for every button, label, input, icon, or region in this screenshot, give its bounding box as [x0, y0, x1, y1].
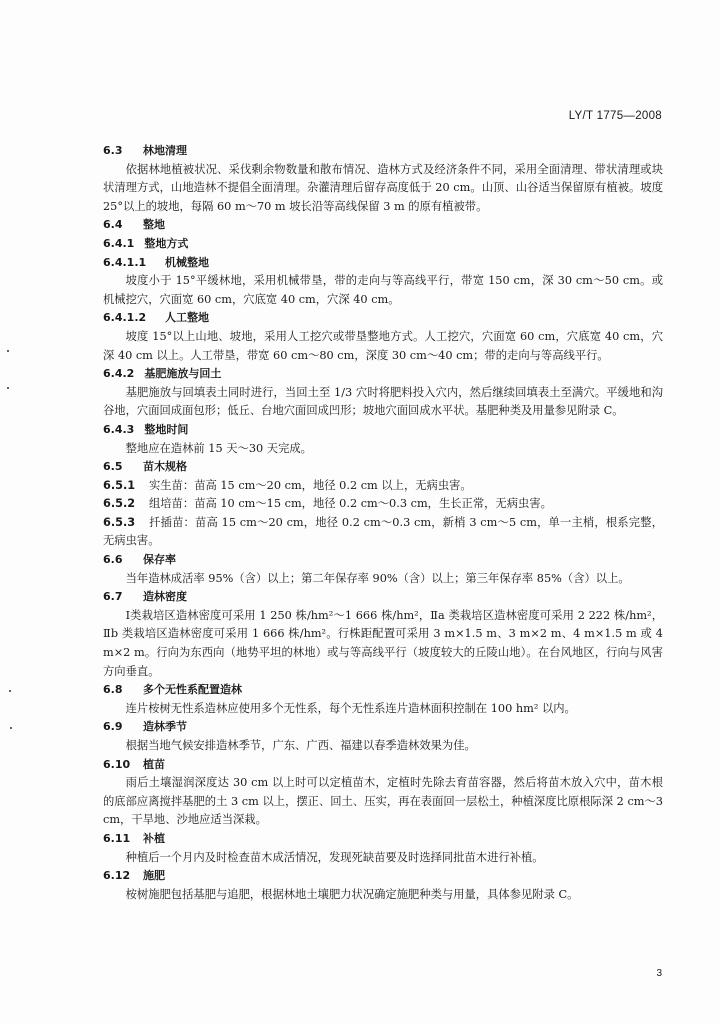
section-title: 人工整地	[165, 311, 209, 325]
clause-number: 6.5.2	[103, 497, 136, 511]
page-number: 3	[656, 968, 662, 979]
document-body	[103, 142, 663, 904]
scan-speck	[7, 350, 9, 352]
section-number: 6.4.2	[103, 367, 135, 381]
section-title: 补植	[143, 831, 165, 845]
clause-number: 6.5.1	[103, 478, 136, 492]
clause	[103, 477, 663, 496]
section-number: 6.6	[103, 553, 123, 567]
section-number: 6.3	[103, 144, 123, 157]
section-title: 施肥	[143, 869, 165, 883]
paragraph: 整地应在造林前 15 天～30 天完成。	[125, 441, 312, 455]
section-title: 整地	[143, 218, 165, 232]
paragraph: 连片桉树无性系造林应使用多个无性系，每个无性系连片造林面积控制在 100 hm² 以内。	[125, 701, 576, 715]
scan-speck	[7, 387, 9, 389]
scan-speck	[10, 727, 12, 729]
section-heading	[103, 756, 663, 775]
paragraph: 根据当地气候安排造林季节，广东、广西、福建以春季造林效果为佳。	[125, 739, 476, 752]
section-number: 6.4.1.2	[103, 311, 147, 325]
section-number: 6.9	[103, 720, 123, 734]
section-number: 6.12	[103, 869, 131, 883]
section-number: 6.5	[103, 460, 123, 474]
section-number: 6.4.3	[103, 422, 135, 436]
paragraph: 依据林地植被状况、采伐剩余物数量和散布情况、造林方式及经济条件不同，采用全面清理、带状清理或块状清理方式，山地造林不提倡全面清理。杂灌清理后留存高度低于 20 cm。山顶、山谷适当保留原有植被。坡度 25°以上的坡地，每隔 60 m～70 m 坡长沿等高线保留 3 m 的原有植被带。	[103, 162, 663, 213]
section-title: 造林季节	[143, 720, 187, 734]
section-number: 6.8	[103, 683, 123, 697]
section-heading	[103, 458, 663, 477]
paragraph: 坡度 15°以上山地、坡地，采用人工挖穴或带垦整地方式。人工挖穴，穴面宽 60 cm，穴底宽 40 cm，穴深 40 cm 以上。人工带垦，带宽 60 cm～80 cm，深度 30 cm～40 cm；带的走向与等高线平行。	[103, 329, 663, 362]
section-heading	[103, 309, 663, 328]
section-title: 整地时间	[144, 422, 189, 436]
clause-number: 6.5.3	[103, 515, 136, 529]
paragraph: 雨后土壤湿润深度达 30 cm 以上时可以定植苗木，定植时先除去育苗容器，然后将苗木放入穴中，苗木根的底部应离搅拌基肥的土 3 cm 以上，摆正、回土、压实，再在表面回一层松土，种植深度比原根际深 2 cm～3 cm，干旱地、沙地应适当深栽。	[103, 776, 663, 827]
section-title: 多个无性系配置造林	[143, 683, 242, 697]
section-number: 6.4.1.1	[103, 255, 147, 269]
section-title: 整地方式	[144, 236, 189, 250]
paragraph: 基肥施放与回填表土同时进行，当回土至 1/3 穴时将肥料投入穴内，然后继续回填表土至满穴。平缓地和沟谷地，穴面回成面包形；低丘、台地穴面回成凹形；坡地穴面回成水平状。基肥种类及用量参见附录 C。	[103, 385, 663, 418]
section-heading	[103, 718, 663, 737]
section-title: 植苗	[143, 757, 165, 771]
section-title: 苗木规格	[143, 460, 187, 474]
section-number: 6.11	[103, 831, 131, 845]
clause-text: 实生苗：苗高 15 cm～20 cm，地径 0.2 cm 以上，无病虫害。	[149, 478, 472, 492]
paragraph: 坡度小于 15°平缓林地，采用机械带垦，带的走向与等高线平行，带宽 150 cm，深 30 cm～50 cm。或机械挖穴，穴面宽 60 cm，穴底宽 40 cm，穴深 40 cm。	[103, 274, 663, 306]
section-number: 6.4.1	[103, 236, 135, 250]
paragraph: 桉树施肥包括基肥与追肥，根据林地土壤肥力状况确定施肥种类与用量，具体参见附录 C。	[125, 887, 579, 901]
paragraph: 当年造林成活率 95%（含）以上；第二年保存率 90%（含）以上；第三年保存率 85%（含）以上。	[125, 571, 630, 585]
section-heading	[103, 421, 663, 440]
standard-code: LY/T 1775—2008	[568, 110, 662, 122]
paragraph: 种植后一个月内及时检查苗木成活情况，发现死缺苗要及时选择同批苗木进行补植。	[125, 850, 544, 864]
scan-speck	[9, 690, 11, 692]
paragraph: Ⅰ类栽培区造林密度可采用 1 250 株/hm²～1 666 株/hm²，Ⅱa 类栽培区造林密度可采用 2 222 株/hm²，Ⅱb 类栽培区造林密度可采用 1 666 株/hm²。行株距配置可采用 3 m×1.5 m、3 m×2 m、4 m×1.5 m 或 4 m×2 m。行向为东西向（地势平坦的林地）或与等高线平行（坡度较大的丘陵山地）。在台风地区，行向与风害方向垂直。	[103, 608, 663, 678]
clause	[103, 514, 663, 551]
section-heading	[103, 216, 663, 235]
clause-text: 扦插苗：苗高 15 cm～20 cm，地径 0.2 cm～0.3 cm，新梢 3 cm～5 cm，单一主梢，根系完整，无病虫害。	[103, 515, 663, 548]
section-title: 机械整地	[165, 255, 209, 269]
section-heading	[103, 867, 663, 886]
section-heading	[103, 254, 663, 273]
section-title: 林地清理	[143, 144, 187, 157]
section-number: 6.10	[103, 757, 131, 771]
section-heading	[103, 365, 663, 384]
section-title: 造林密度	[143, 590, 187, 604]
section-heading	[103, 830, 663, 849]
section-heading	[103, 235, 663, 254]
section-title: 基肥施放与回土	[144, 367, 222, 381]
section-heading	[103, 142, 663, 161]
clause	[103, 495, 663, 514]
section-heading	[103, 588, 663, 607]
section-number: 6.4	[103, 218, 123, 232]
section-title: 保存率	[143, 553, 176, 567]
section-number: 6.7	[103, 590, 123, 604]
section-heading	[103, 551, 663, 570]
section-heading	[103, 681, 663, 700]
clause-text: 组培苗：苗高 10 cm～15 cm，地径 0.2 cm～0.3 cm，生长正常，无病虫害。	[149, 497, 552, 511]
